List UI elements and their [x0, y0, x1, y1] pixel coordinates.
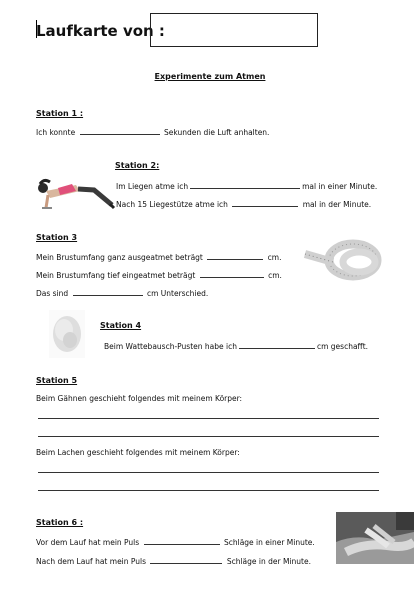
station-1-text-after: Sekunden die Luft anhalten. [163, 128, 270, 137]
station-3-line-3-after: cm Unterschied. [146, 289, 209, 298]
station-4-text-after: cm geschafft. [316, 342, 369, 351]
station-4-sentence [104, 340, 368, 351]
station-1-heading: Station 1 : [36, 109, 84, 118]
station-3-line-3 [36, 287, 208, 298]
pulse-measuring-image [336, 512, 414, 564]
station-5-prompt-laughing: Beim Lachen geschieht folgendes mit meinem Körper: [36, 448, 240, 457]
station-3-line-2-after: cm. [268, 271, 282, 280]
worksheet-subtitle: Experimente zum Atmen [154, 72, 266, 81]
station-6-line-2-after: Schläge in der Minute. [226, 557, 311, 566]
station-3-blank-3[interactable] [73, 287, 143, 296]
station-6-line-2-before: Nach dem Lauf hat mein Puls [36, 557, 147, 566]
name-field[interactable] [150, 13, 318, 47]
station-2-blank-1[interactable] [190, 180, 300, 189]
station-3-line-3-before: Das sind [36, 289, 69, 298]
cotton-ball-image [49, 310, 85, 358]
station-6-blank-2[interactable] [150, 555, 222, 564]
station-5-answer-line-4[interactable] [38, 490, 379, 491]
station-2-line-1 [116, 180, 377, 191]
station-5-answer-line-1[interactable] [38, 418, 379, 419]
station-3-line-1 [36, 251, 281, 262]
station-2-line-2-before: Nach 15 Liegestütze atme ich [116, 200, 228, 209]
station-6-heading: Station 6 : [36, 518, 84, 527]
station-3-line-2-before: Mein Brustumfang tief eingeatmet beträgt [36, 271, 196, 280]
station-5-prompt-yawning: Beim Gähnen geschieht folgendes mit meinem Körper: [36, 394, 243, 403]
station-1-sentence [36, 126, 269, 137]
station-3-blank-1[interactable] [207, 251, 263, 260]
station-5-answer-line-2[interactable] [38, 436, 379, 437]
station-6-line-1 [36, 536, 315, 547]
measuring-tape-image [303, 236, 387, 284]
station-2-heading: Station 2: [115, 161, 160, 170]
station-4-blank[interactable] [239, 340, 315, 349]
station-3-heading: Station 3 [36, 233, 78, 242]
station-6-line-2 [36, 555, 311, 566]
station-1-blank[interactable] [80, 126, 160, 135]
station-6-line-1-after: Schläge in einer Minute. [223, 538, 315, 547]
station-1-text-before: Ich konnte [36, 128, 76, 137]
station-6-blank-1[interactable] [144, 536, 220, 545]
station-3-blank-2[interactable] [200, 269, 264, 278]
station-3-line-1-before: Mein Brustumfang ganz ausgeatmet beträgt [36, 253, 203, 262]
page-title: Laufkarte von : [36, 22, 165, 40]
station-2-line-2 [116, 198, 371, 209]
station-3-line-2 [36, 269, 282, 280]
station-6-line-1-before: Vor dem Lauf hat mein Puls [36, 538, 140, 547]
pushup-person-image [34, 170, 116, 214]
station-5-answer-line-3[interactable] [38, 472, 379, 473]
station-5-heading: Station 5 [36, 376, 78, 385]
station-2-blank-2[interactable] [232, 198, 298, 207]
station-2-line-1-after: mal in einer Minute. [302, 182, 378, 191]
station-2-line-2-after: mal in der Minute. [302, 200, 372, 209]
station-4-text-before: Beim Wattebausch-Pusten habe ich [104, 342, 237, 351]
station-2-line-1-before: Im Liegen atme ich [116, 182, 189, 191]
station-3-line-1-after: cm. [267, 253, 282, 262]
station-4-heading: Station 4 [100, 321, 142, 330]
